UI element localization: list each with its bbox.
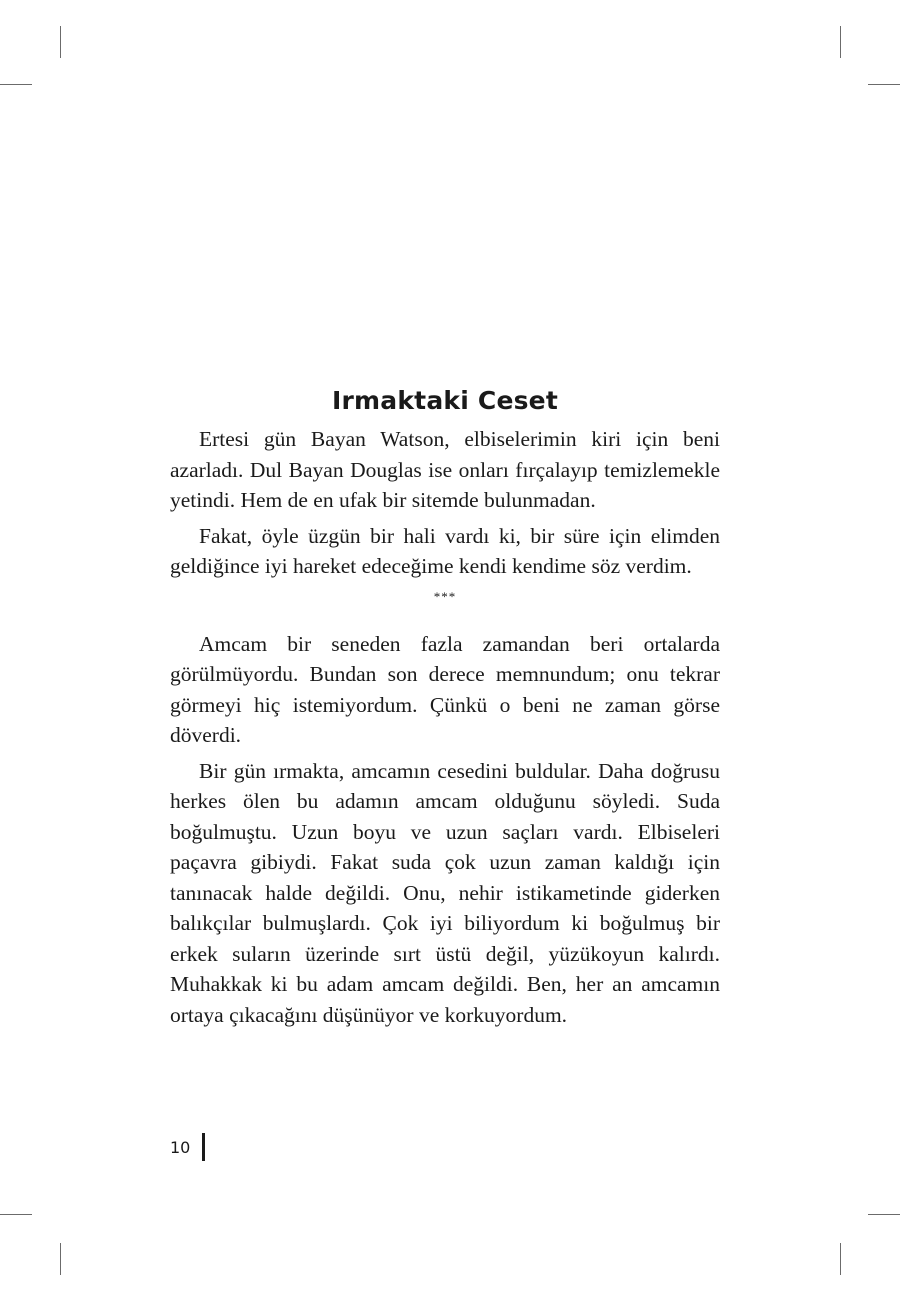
crop-mark-bottom-left-vertical <box>60 1243 61 1275</box>
page-number: 10 <box>170 1138 191 1157</box>
chapter-body <box>170 424 720 1035</box>
paragraph: Ertesi gün Bayan Watson, elbiselerimin kiri için beni azarladı. Dul Bayan Douglas ise onları fırçalayıp temizlemekle yetindi. Hem de en ufak bir sitemde bulunmadan. <box>170 427 720 512</box>
crop-mark-top-left-horizontal <box>0 84 32 85</box>
crop-mark-bottom-left-horizontal <box>0 1214 32 1215</box>
section-separator: *** <box>433 588 457 604</box>
paragraph: Fakat, öyle üzgün bir hali vardı ki, bir süre için elimden geldiğince iyi hareket edeceğime kendi kendime söz verdim. <box>170 523 720 578</box>
paragraph: Amcam bir seneden fazla zamandan beri ortalarda görülmüyordu. Bundan son derece memnundum; onu tekrar görmeyi hiç istemiyordum. Çünkü o beni ne zaman görse döverdi. <box>170 631 720 747</box>
crop-mark-top-left-vertical <box>60 26 61 58</box>
crop-mark-top-right-vertical <box>840 26 841 58</box>
crop-mark-top-right-horizontal <box>868 84 900 85</box>
chapter-title: Irmaktaki Ceset <box>332 386 558 415</box>
crop-mark-bottom-right-vertical <box>840 1243 841 1275</box>
crop-mark-bottom-right-horizontal <box>868 1214 900 1215</box>
paragraph: Bir gün ırmakta, amcamın cesedini buldular. Daha doğrusu herkes ölen bu adamın amcam olduğunu söyledi. Suda boğulmuştu. Uzun boyu ve uzun saçları vardı. Elbiseleri paçavra gibiydi. Fakat suda çok uzun zaman kaldığı için tanınacak halde değildi. Onu, nehir istikametinde giderken balıkçılar bulmuşlardı. Çok iyi biliyordum ki boğulmuş bir erkek suların üzerinde sırt üstü değil, yüzükoyun kalırdı. Muhakkak ki bu adam amcam değildi. Ben, her an amcamın ortaya çıkacağını düşünüyor ve korkuyordum. <box>170 758 720 1027</box>
page-number-bar <box>202 1133 205 1161</box>
